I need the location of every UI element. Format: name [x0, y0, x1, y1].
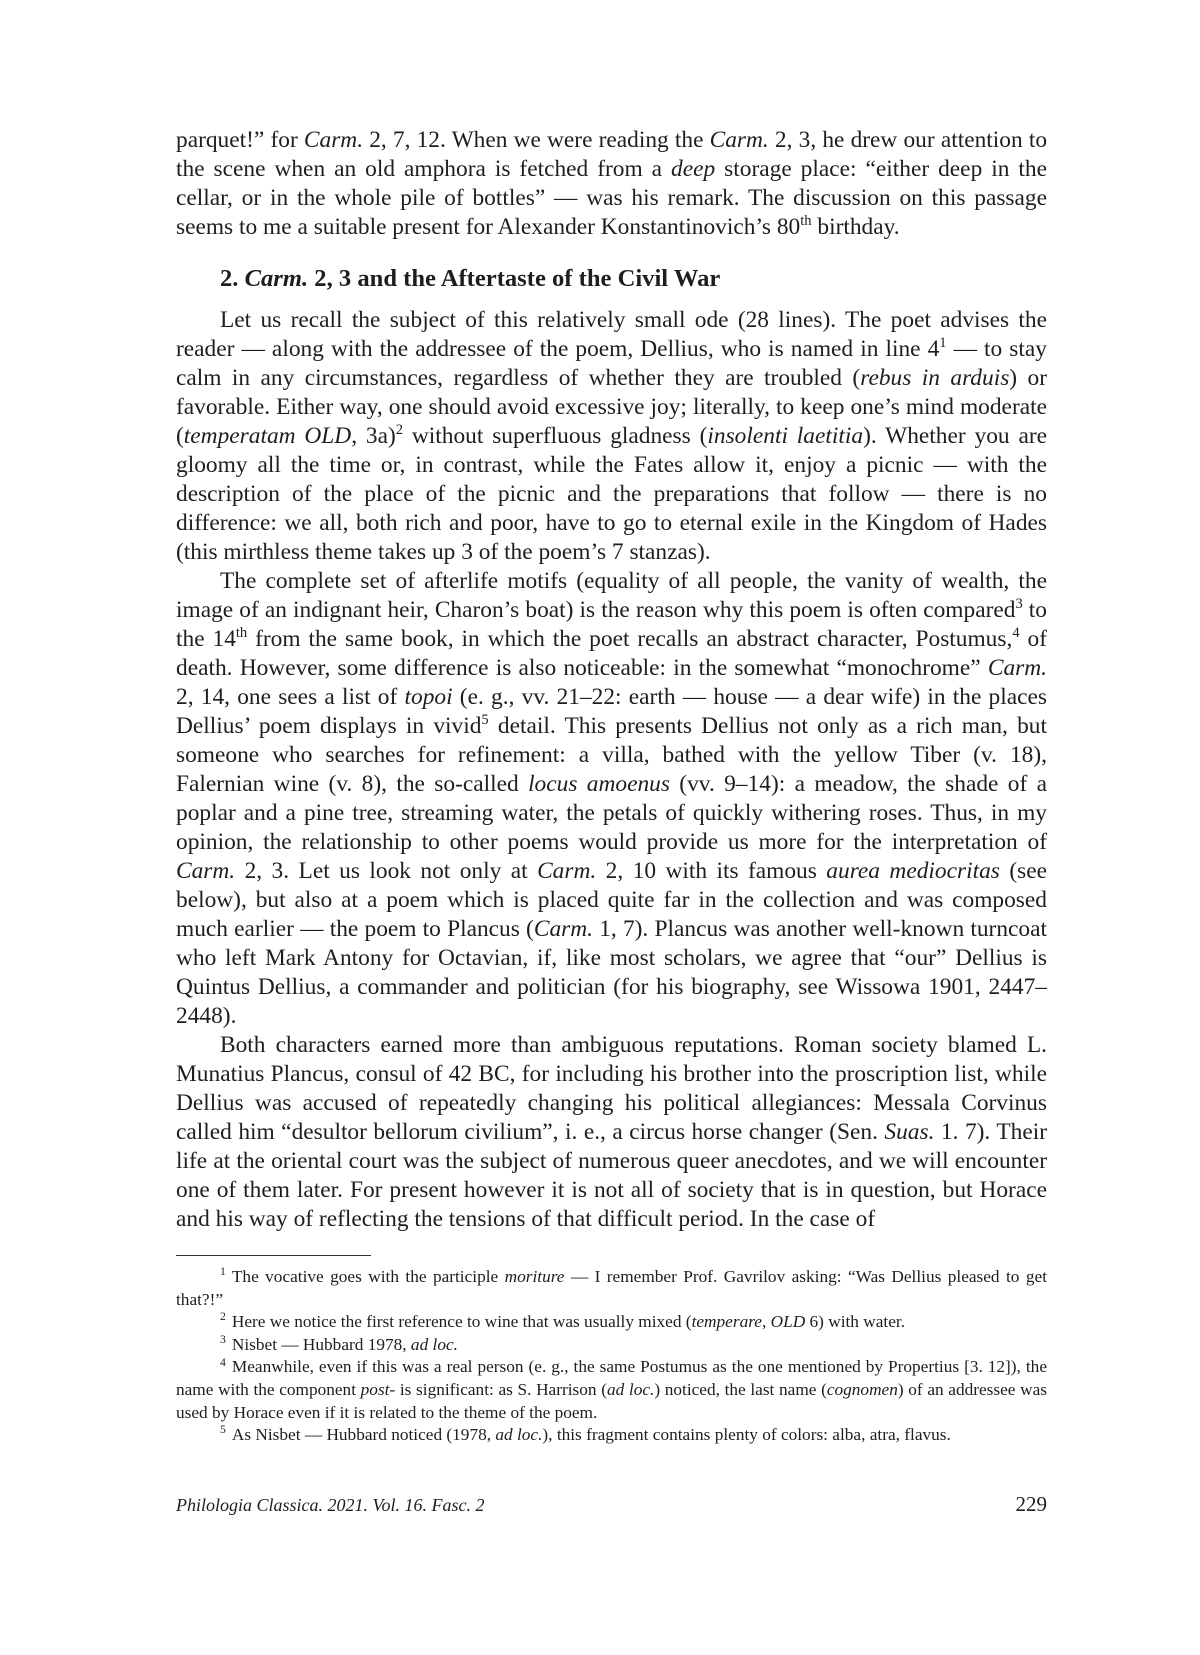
italic-text: Carm.: [244, 265, 309, 292]
italic-text: topoi: [404, 684, 453, 710]
italic-text: ad loc.: [606, 1379, 655, 1399]
footnotes: [176, 1266, 1047, 1447]
superscript: 3: [220, 1333, 226, 1347]
intro-paragraph: parquet!” for Carm. 2, 7, 12. When we were reading the Carm. 2, 3, he drew our attention to the scene when an old amphora is fetched from a deep storage place: “either deep in the cellar, or in the whole pile of bottles” — was his remark. The discussion on this passage seems to me a suitable present for Alexander Konstantinovich’s 80th birthday.: [176, 127, 1048, 240]
italic-text: Carm.: [303, 127, 364, 153]
italic-text: moriture: [504, 1267, 565, 1286]
italic-text: Carm.: [987, 655, 1047, 681]
body-paragraph-2: The complete set of afterlife motifs (equality of all people, the vanity of wealth, the image of an indignant heir, Charon’s boat) is the reason why this poem is often compared$^3$ to the 14th from the same book, in which the poet recalls an abstract character, Postumus,$^4$ of death. However, some difference is also noticeable: in the somewhat “monochrome” Carm. 2, 14, one sees a list of topoi (e. g., vv. 21–22: earth — house — a dear wife) in the places Dellius’ poem displays in vivid$^5$ detail. This presents Dellius not only as a rich man, but someone who searches for refinement: a villa, bathed with the yellow Tiber (v. 18), Falernian wine (v. 8), the so-called locus amoenus (vv. 9–14): a meadow, the shade of a poplar and a pine tree, streaming water, the petals of quickly withering roses. Thus, in my opinion, the relationship to other poems would provide us more for the interpretation of Carm. 2, 3. Let us look not only at Carm. 2, 10 with its famous aurea mediocritas (see below), but also at a poem which is placed quite far in the collection and was composed much earlier — the poem to Plancus (Carm. 1, 7). Plancus was another well-known turncoat who left Mark Antony for Octavian, if, like most scholars, we agree that “our” Dellius is Quintus Dellius, a commander and politician (for his biography, see Wissowa 1901, 2447–2448).: [176, 568, 1048, 1029]
main-text: [176, 126, 1047, 1234]
running-footer: [176, 1492, 1047, 1516]
body-paragraph-1: Let us recall the subject of this relatively small ode (28 lines). The poet advises the reader — along with the addressee of the poem, Dellius, who is named in line $4^1$ — to stay calm in any circumstances, regardless of whether they are troubled (rebus in arduis) or favorable. Either way, one should avoid excessive joy; literally, to keep one’s mind moderate (temperatam OLD, 3a)$^2$ without superfluous gladness (insolenti laetitia). Whether you are gloomy all the time or, in contrast, while the Fates allow it, enjoy a picnic — with the description of the place of the picnic and the preparations that follow — there is no difference: we all, both rich and poor, have to go to eternal exile in the Kingdom of Hades (this mirthless theme takes up 3 of the poem’s 7 stanzas).: [176, 307, 1048, 565]
superscript: 4: [1012, 625, 1020, 642]
body-paragraph-3: Both characters earned more than ambiguous reputations. Roman society blamed L. Munatius Plancus, consul of 42 BC, for including his brother into the proscription list, while Dellius was accused of repeatedly changing his political allegiances: Messala Corvinus called him “desultor bellorum civilium”, i. e., a circus horse changer (Sen. Suas. 1. 7). Their life at the oriental court was the subject of numerous queer anecdotes, and we will encounter one of them later. For present however it is not all of society that is in question, but Horace and his way of reflecting the tensions of that difficult period. In the case of: [176, 1032, 1047, 1232]
italic-text: insolenti laetitia: [707, 423, 864, 449]
italic-text: OLD: [770, 1312, 806, 1332]
journal-citation: Philologia Classica. 2021. Vol. 16. Fasc. 2: [176, 1495, 485, 1515]
footnote-3: $^3$ Nisbet — Hubbard 1978, ad loc.: [220, 1333, 458, 1354]
section-heading: 2. Carm. 2, 3 and the Aftertaste of the Civil War: [220, 265, 721, 292]
italic-text: deep: [671, 156, 716, 182]
italic-text: rebus in arduis: [860, 365, 1010, 391]
footnote-1: $^1$ The vocative goes with the participle moriture — I remember Prof. Gavrilov asking: “Was Dellius pleased to get that?!”: [176, 1265, 1047, 1309]
italic-text: aurea mediocritas: [826, 858, 1000, 884]
footnote-5: $^5$ As Nisbet — Hubbard noticed (1978, ad loc.), this fragment contains plenty of colors: alba, atra, flavus.: [220, 1423, 951, 1445]
italic-text: cognomen: [826, 1379, 898, 1399]
superscript: th: [800, 213, 812, 230]
footnote-2: $^2$ Here we notice the first reference to wine that was usually mixed (temperare, OLD 6) with water.: [220, 1310, 906, 1332]
superscript: 4: [220, 1355, 226, 1369]
superscript: 1: [939, 335, 947, 352]
superscript: 2: [395, 422, 404, 439]
italic-text: Carm.: [709, 127, 769, 153]
italic-text: locus amoenus: [528, 771, 670, 797]
footnote-4: $^4$ Meanwhile, even if this was a real person (e. g., the same Postumus as the one mentioned by Propertius [3. 12]), the name with the component post- is significant: as S. Harrison (ad loc.) noticed, the last name (cognomen) of an addressee was used by Horace even if it is related to the theme of the poem.: [176, 1355, 1047, 1422]
superscript: 5: [481, 712, 489, 729]
page-number: 229: [1015, 1492, 1047, 1516]
italic-text: temperare: [691, 1312, 762, 1332]
italic-text: ad loc.: [495, 1425, 543, 1445]
superscript: 1: [220, 1265, 226, 1279]
superscript: 2: [220, 1310, 226, 1324]
footnote-divider: [176, 1255, 371, 1256]
italic-text: Carm.: [537, 858, 597, 884]
italic-text: Suas.: [884, 1119, 935, 1145]
superscript: 3: [1015, 596, 1023, 613]
superscript: th: [235, 625, 248, 642]
italic-text: Carm.: [176, 858, 236, 884]
superscript: 5: [220, 1423, 226, 1437]
italic-text: temperatam OLD: [183, 423, 352, 449]
italic-text: ad loc.: [410, 1334, 458, 1354]
italic-text: Carm.: [533, 916, 593, 942]
italic-text: post-: [360, 1379, 396, 1399]
